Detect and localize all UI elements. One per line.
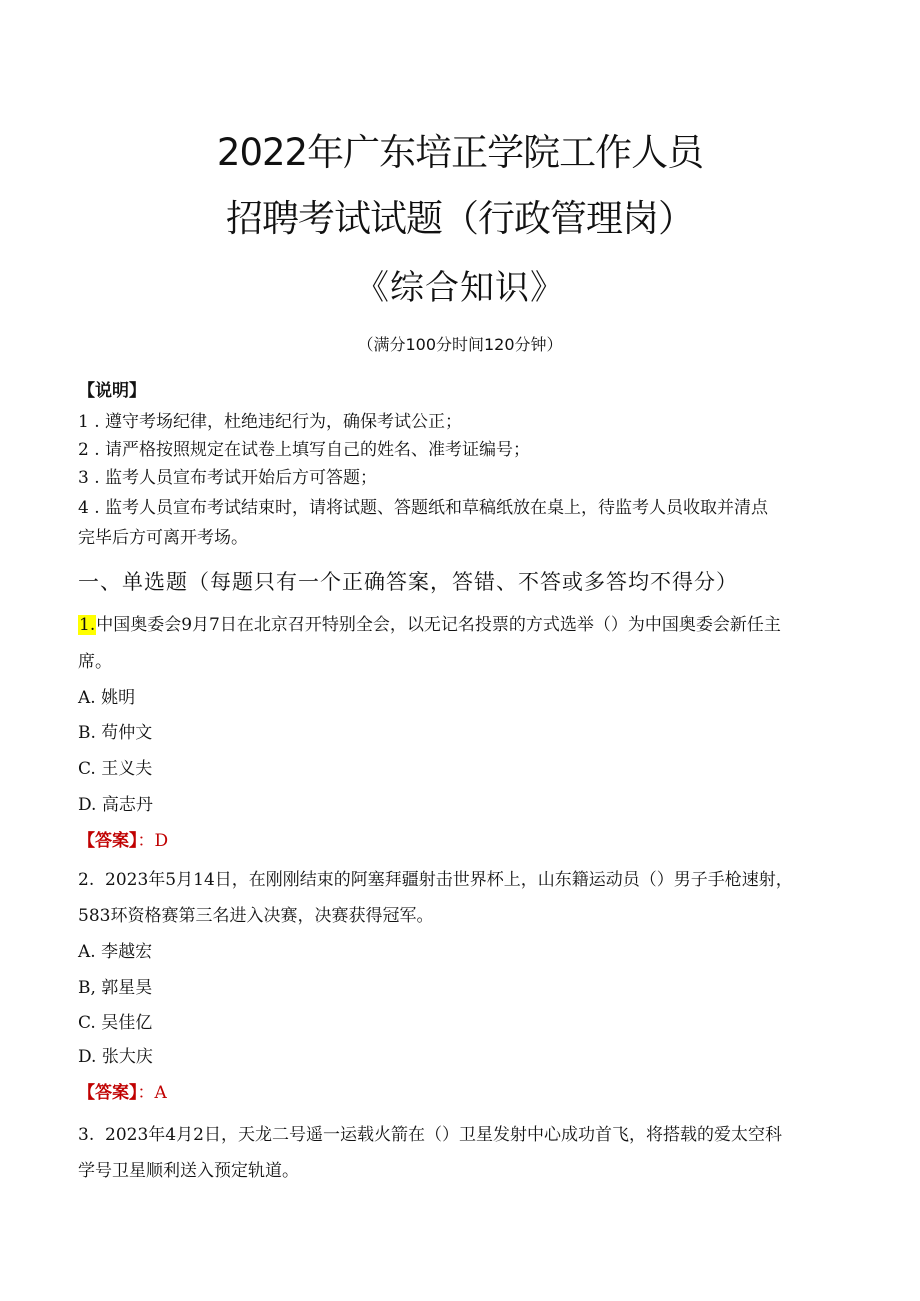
instruction-item-3: 3 . 监考人员宣布考试开始后方可答题；: [78, 468, 378, 488]
question-2-option-d: D. 张大庆: [78, 1047, 153, 1067]
question-1-text: 中国奥委会9月7日在北京召开特别全会，以无记名投票的方式选举（）为中国奥委会新任主: [96, 615, 781, 635]
section-title: 一、单选题（每题只有一个正确答案，答错、不答或多答均不得分）: [78, 570, 738, 594]
question-2-answer: [78, 1082, 167, 1104]
question-3-line-1: [78, 1124, 782, 1146]
question-1-option-c: C. 王义夫: [78, 759, 153, 779]
instructions-heading: 【说明】: [78, 381, 146, 401]
question-2-number: 2.: [78, 870, 95, 890]
question-3-text: 2023年4月2日，天龙二号遥一运载火箭在（）卫星发射中心成功首飞，将搭载的爱太空科: [105, 1125, 782, 1145]
answer-label: 【答案】: [78, 831, 138, 851]
score-note: （满分100分时间120分钟）: [357, 335, 563, 354]
title-line-1: 2022年广东培正学院工作人员: [216, 131, 704, 174]
question-1-option-d: D. 高志丹: [78, 795, 153, 815]
question-2-option-b: B, 郭星昊: [78, 978, 153, 998]
title-line-2: 招聘考试试题（行政管理岗）: [226, 197, 694, 240]
question-1-option-b: B. 苟仲文: [78, 723, 153, 743]
subject-subtitle: 《综合知识》: [355, 268, 565, 308]
question-1-number: 1.: [79, 615, 96, 635]
question-3-number: 3.: [78, 1125, 95, 1145]
question-2-line-2: 583环资格赛第三名进入决赛，决赛获得冠军。: [78, 906, 434, 926]
question-2-option-a: A. 李越宏: [78, 942, 153, 962]
instruction-item-2: 2 . 请严格按照规定在试卷上填写自己的姓名、准考证编号；: [78, 440, 531, 460]
answer-value: ：D: [137, 831, 169, 851]
question-2-text: 2023年5月14日，在刚刚结束的阿塞拜疆射击世界杯上，山东籍运动员（）男子手枪速射，: [105, 870, 793, 890]
question-1-option-a: A. 姚明: [78, 688, 136, 708]
instruction-item-4: 4 . 监考人员宣布考试结束时，请将试题、答题纸和草稿纸放在桌上，待监考人员收取并清点: [78, 498, 769, 518]
question-1-line-1: [78, 614, 781, 636]
answer-label: 【答案】: [78, 1083, 138, 1103]
question-1-line-2: 席。: [78, 652, 112, 672]
question-1-answer: [78, 830, 168, 852]
question-3-line-2: 学号卫星顺利送入预定轨道。: [78, 1161, 299, 1181]
instruction-item-1: 1 . 遵守考场纪律，杜绝违纪行为，确保考试公正；: [78, 412, 463, 432]
instruction-item-4-continued: 完毕后方可离开考场。: [78, 528, 248, 548]
question-2-line-1: [78, 869, 793, 891]
question-2-option-c: C. 吴佳亿: [78, 1013, 153, 1033]
answer-value: ：A: [137, 1083, 167, 1103]
